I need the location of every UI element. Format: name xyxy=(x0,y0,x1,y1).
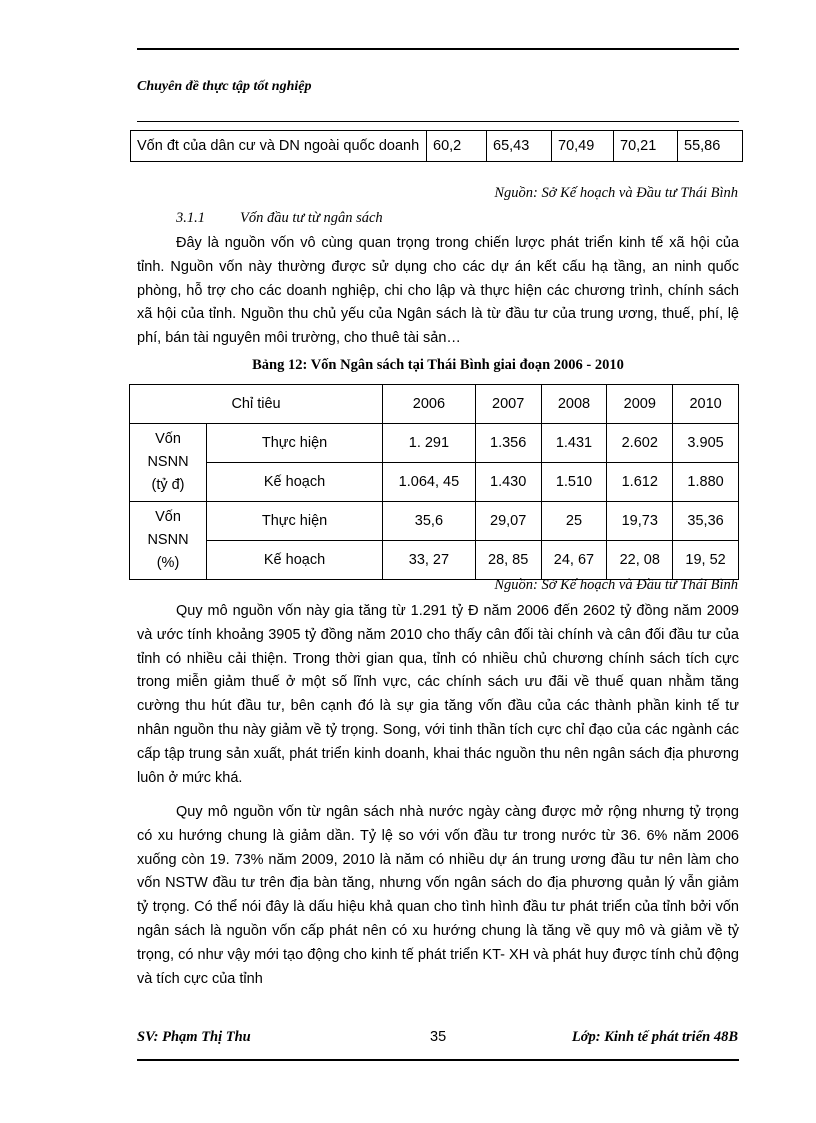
value-cell: 28, 85 xyxy=(475,541,541,580)
value-cell: 25 xyxy=(541,502,607,541)
value-cell: 19, 52 xyxy=(673,541,739,580)
value-cell: 33, 27 xyxy=(383,541,476,580)
paragraph xyxy=(137,600,739,790)
row-label: Kế hoạch xyxy=(207,541,383,580)
value-cell: 35,6 xyxy=(383,502,476,541)
value-cell: 1.356 xyxy=(475,424,541,463)
value-cell: 55,86 xyxy=(678,131,743,162)
table-continued xyxy=(130,130,743,162)
value-cell: 1. 291 xyxy=(383,424,476,463)
value-cell: 24, 67 xyxy=(541,541,607,580)
paragraph-text: Quy mô nguồn vốn này gia tăng từ 1.291 tỷ Đ năm 2006 đến 2602 tỷ đồng năm 2009 và ước tính khoảng 3905 tỷ đồng năm 2010 cho thấy cân đối tài chính và cân đối đầu tư của tỉnh có nhiều cải thiện. Trong thời gian qua, tỉnh có nhiều chủ chương chính sách tích cực trong miễn giảm thuế ở một số lĩnh vực, các chính sách ưu đãi về thuế quan nhằm tăng cường thu hút đầu tư, bên cạnh đó là sự gia tăng vốn đầu của các thành phần kinh tế tư nhân nguồn thu này giảm về tỷ trọng. Song, với tinh thần tích cực chỉ đạo của các ngành các cấp tập trung sản xuất, phát triển kinh doanh, khai thác nguồn thu nên ngân sách địa phương luôn ở mức khá. xyxy=(137,603,739,786)
year-header: 2009 xyxy=(607,385,673,424)
value-cell: 3.905 xyxy=(673,424,739,463)
source-note: Nguồn: Sở Kế hoạch và Đầu tư Thái Bình xyxy=(494,577,738,593)
table-row xyxy=(131,131,743,162)
value-cell: 60,2 xyxy=(427,131,487,162)
value-cell: 1.064, 45 xyxy=(383,463,476,502)
row-label: Thực hiện xyxy=(207,502,383,541)
table-row xyxy=(130,541,739,580)
value-cell: 29,07 xyxy=(475,502,541,541)
group-label: Vốn NSNN (%) xyxy=(130,502,207,580)
year-header: 2010 xyxy=(673,385,739,424)
table-header-row xyxy=(130,385,739,424)
footer-class: Lớp: Kinh tế phát triển 48B xyxy=(571,1029,738,1045)
year-header: 2007 xyxy=(475,385,541,424)
value-cell: 1.612 xyxy=(607,463,673,502)
page-number: 35 xyxy=(430,1029,447,1045)
paragraph xyxy=(137,801,739,991)
value-cell: 2.602 xyxy=(607,424,673,463)
section-number: 3.1.1 xyxy=(176,210,205,226)
value-cell: 22, 08 xyxy=(607,541,673,580)
section-heading xyxy=(176,210,383,227)
value-cell: 70,21 xyxy=(614,131,678,162)
group-label: Vốn NSNN (tỷ đ) xyxy=(130,424,207,502)
value-cell: 65,43 xyxy=(487,131,552,162)
value-cell: 19,73 xyxy=(607,502,673,541)
row-label: Vốn đt của dân cư và DN ngoài quốc doanh xyxy=(131,131,427,162)
footer-rule xyxy=(137,1059,739,1061)
document-header-title: Chuyên đề thực tập tốt nghiệp xyxy=(137,79,312,94)
header-rule xyxy=(137,48,739,50)
value-cell: 1.880 xyxy=(673,463,739,502)
header-cell: Chỉ tiêu xyxy=(130,385,383,424)
table-row xyxy=(130,463,739,502)
value-cell: 1.430 xyxy=(475,463,541,502)
table-row xyxy=(130,502,739,541)
year-header: 2008 xyxy=(541,385,607,424)
header-bottom-rule xyxy=(137,121,739,122)
value-cell: 35,36 xyxy=(673,502,739,541)
value-cell: 1.510 xyxy=(541,463,607,502)
paragraph-text: Quy mô nguồn vốn từ ngân sách nhà nước ngày càng được mở rộng nhưng tỷ trọng có xu hướng chung là giảm dần. Tỷ lệ so với vốn đầu tư trong nước từ 36. 6% năm 2006 xuống còn 19. 73% năm 2009, 2010 là năm có nhiều dự án trung ương đầu tư nên làm cho vốn NSTW đầu tư trên địa bàn tăng, nhưng vốn ngân sách do địa phương quản lý vẫn giảm tỷ trọng. Có thể nói đây là dấu hiệu khả quan cho tình hình đầu tư phát triển của tỉnh bởi vốn ngân sách là nguồn vốn cấp phát nên có xu hướng chung là tăng về quy mô và giảm về tỷ trọng, có như vậy mới tạo động cho kinh tế phát triển KT- XH và phát huy được tính chủ động và tích cực của tỉnh xyxy=(137,804,739,987)
table-title: Bảng 12: Vốn Ngân sách tại Thái Bình giai đoạn 2006 - 2010 xyxy=(252,357,624,373)
footer-author: SV: Phạm Thị Thu xyxy=(137,1029,251,1045)
paragraph-text: Đây là nguồn vốn vô cùng quan trọng trong chiến lược phát triển kinh tế xã hội của tỉnh. Nguồn vốn này thường được sử dụng cho các dự án kết cấu hạ tầng, an ninh quốc phòng, hỗ trợ cho các doanh nghiệp, chi cho lập và thực hiện các chương trình, chính sách xã hội của tỉnh. Nguồn thu chủ yếu của Ngân sách là từ đầu tư của trung ương, thuế, phí, lệ phí, bán tài nguyên môi trường, cho thuê tài sản… xyxy=(137,235,739,347)
budget-table xyxy=(129,384,739,580)
year-header: 2006 xyxy=(383,385,476,424)
table-row xyxy=(130,424,739,463)
value-cell: 1.431 xyxy=(541,424,607,463)
section-title: Vốn đầu tư từ ngân sách xyxy=(240,210,383,226)
row-label: Thực hiện xyxy=(207,424,383,463)
source-note: Nguồn: Sở Kế hoạch và Đầu tư Thái Bình xyxy=(494,185,738,201)
row-label: Kế hoạch xyxy=(207,463,383,502)
value-cell: 70,49 xyxy=(552,131,614,162)
paragraph xyxy=(137,232,739,351)
